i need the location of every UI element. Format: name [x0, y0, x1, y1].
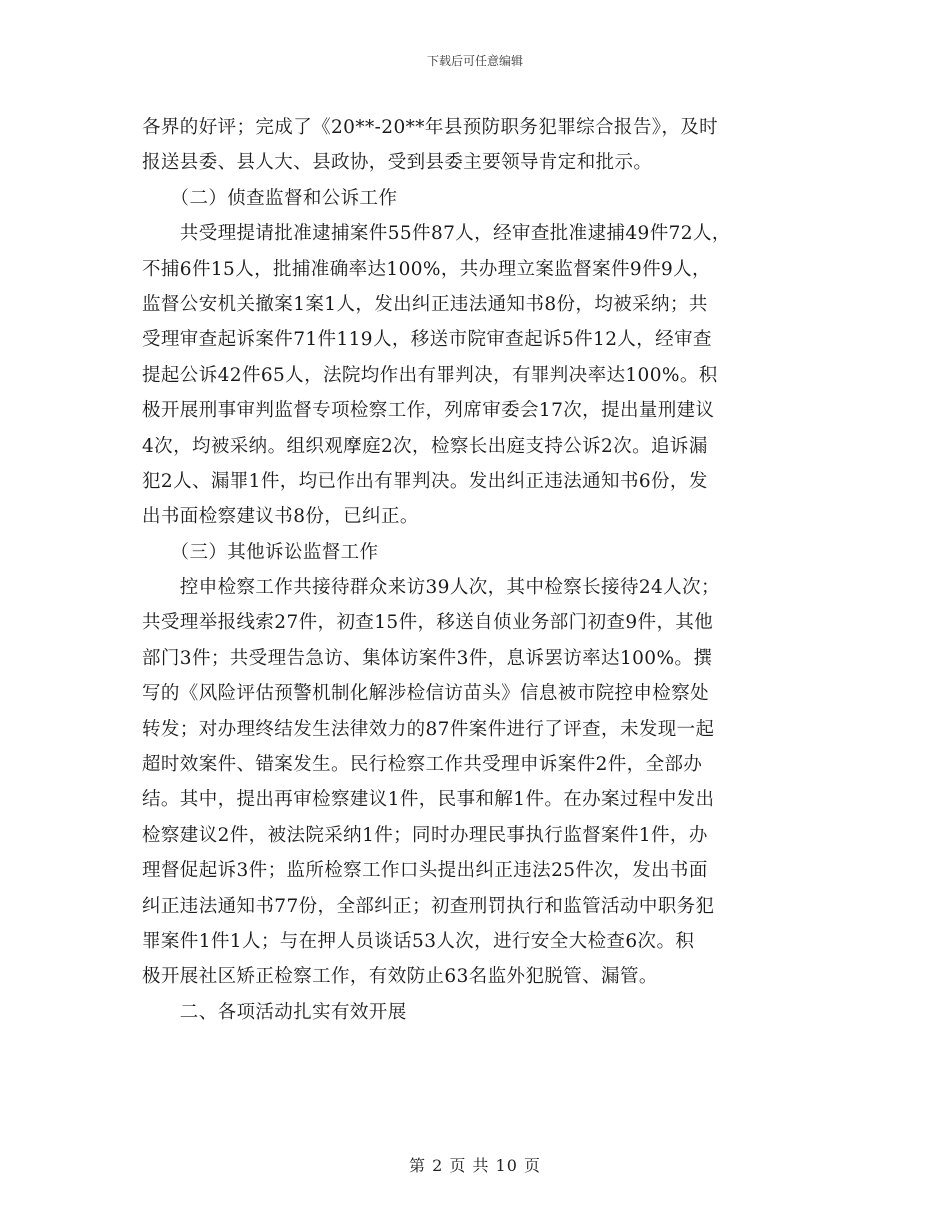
text-line: 纠正违法通知书77份，全部纠正；初查刑罚执行和监管活动中职务犯 — [142, 895, 715, 917]
text-line: 转发；对办理终结发生法律效力的87件案件进行了评查，未发现一起 — [142, 718, 715, 740]
text-line: 写的《风险评估预警机制化解涉检信访苗头》信息被市院控申检察处 — [142, 683, 710, 705]
text-line: 监督公安机关撤案1案1人，发出纠正违法通知书8份，均被采纳；共 — [142, 293, 708, 315]
text-line: 罪案件1件1人；与在押人员谈话53人次，进行安全大检查6次。积 — [142, 930, 695, 952]
text-line: 极开展刑事审判监督专项检察工作，列席审委会17次，提出量刑建议 — [142, 400, 715, 422]
section-heading: 二、各项活动扎实有效开展 — [142, 1001, 407, 1023]
text-line: 报送县委、县人大、县政协，受到县委主要领导肯定和批示。 — [142, 152, 653, 174]
text-line: 结。其中，提出再审检察建议1件，民事和解1件。在办案过程中发出 — [142, 789, 715, 811]
text-line: 4次，均被采纳。组织观摩庭2次，检察长出庭支持公诉2次。追诉漏 — [142, 435, 708, 457]
text-line: 理督促起诉3件；监所检察工作口头提出纠正违法25件次，发出书面 — [142, 860, 708, 882]
text-line: 出书面检察建议书8份，已纠正。 — [142, 506, 419, 528]
text-line: 不捕6件15人，批捕准确率达100%，共办理立案监督案件9件9人， — [142, 258, 711, 280]
page-header: 下载后可任意编辑 — [426, 54, 523, 68]
text-line: 共受理举报线索27件，初查15件，移送自侦业务部门初查9件，其他 — [142, 612, 714, 634]
text-line: 极开展社区矫正检察工作，有效防止63名监外犯脱管、漏管。 — [142, 966, 658, 988]
section-heading: （二）侦查监督和公诉工作 — [142, 187, 398, 209]
document-body — [142, 110, 812, 1030]
text-line: 检察建议2件，被法院采纳1件；同时办理民事执行监督案件1件，办 — [142, 824, 708, 846]
text-line: 提起公诉42件65人，法院均作出有罪判决，有罪判决率达100%。积 — [142, 364, 718, 386]
text-line: 超时效案件、错案发生。民行检察工作共受理申诉案件2件，全部办 — [142, 754, 703, 776]
text-line: 共受理提请批准逮捕案件55件87人，经审查批准逮捕49件72人， — [142, 223, 731, 245]
text-line: 受理审查起诉案件71件119人，移送市院审查起诉5件12人，经审查 — [142, 329, 712, 351]
text-line: 控申检察工作共接待群众来访39人次，其中检察长接待24人次； — [142, 577, 720, 599]
page-footer: 第 2 页 共 10 页 — [409, 1156, 541, 1175]
text-line: 犯2人、漏罪1件，均已作出有罪判决。发出纠正违法通知书6份，发 — [142, 470, 708, 492]
text-line: 部门3件；共受理告急访、集体访案件3件，息诉罢访率达100%。撰 — [142, 647, 713, 669]
section-heading: （三）其他诉讼监督工作 — [142, 541, 379, 563]
text-line: 各界的好评；完成了《20**-20**年县预防职务犯罪综合报告》，及时 — [142, 117, 719, 138]
